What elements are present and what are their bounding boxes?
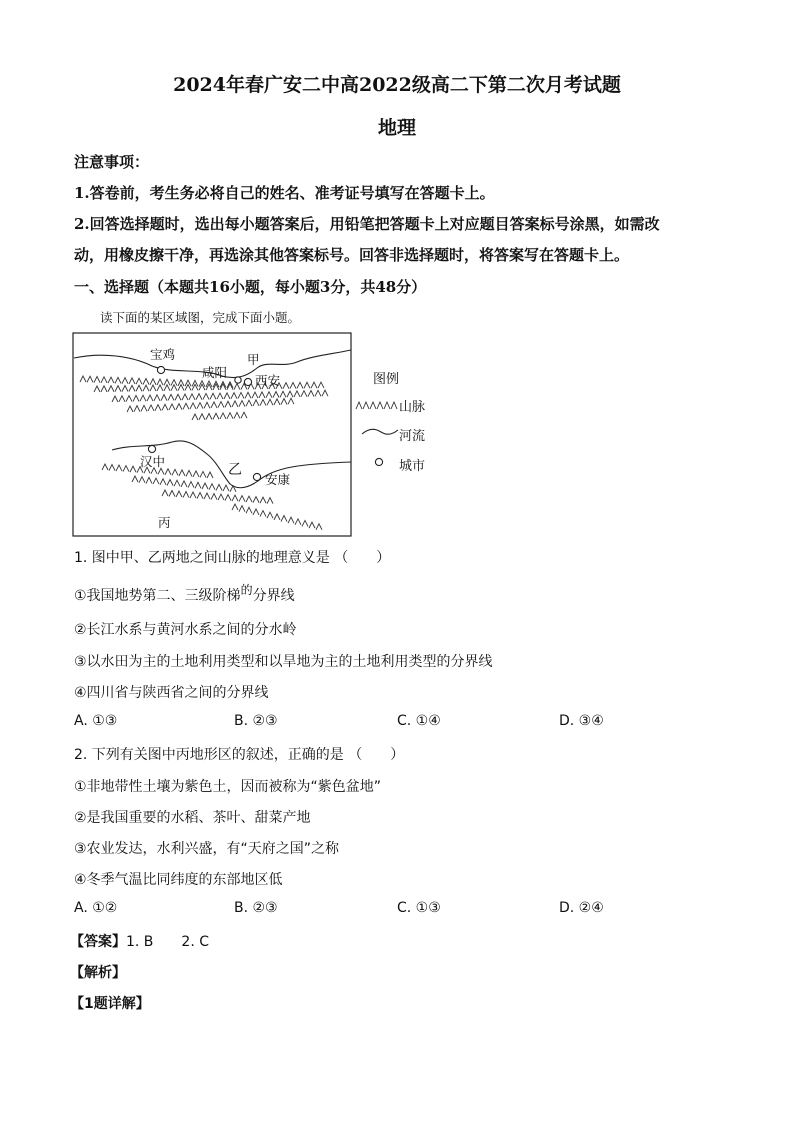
note-item-1: 1.答卷前，考生务必将自己的姓名、准考证号填写在答题卡上。 — [74, 184, 495, 202]
subject-title: 地理 — [377, 117, 416, 139]
label-xianyang: 咸阳 — [202, 365, 228, 380]
section-title: 一、选择题（本题共16小题，每小题3分，共48分） — [74, 278, 427, 296]
city-ankang — [253, 473, 260, 480]
answer-text: 1. B 2. C — [126, 934, 209, 950]
label-hanzhong: 汉中 — [140, 454, 166, 469]
question-2-stem: 2. 下列有关图中丙地形区的叙述，正确的是 （ ） — [74, 747, 405, 763]
question-2-statement-3: ③农业发达，水利兴盛，有“天府之国”之称 — [74, 841, 340, 857]
question-1-stem: 1. 图中甲、乙两地之间山脉的地理意义是 （ ） — [74, 550, 391, 566]
label-baoji: 宝鸡 — [150, 347, 176, 362]
question-2-statement-1: ①非地带性土壤为紫色土，因而被称为“紫色盆地” — [74, 779, 382, 795]
q1-s1-tail: 分界线 — [252, 588, 295, 604]
question-2-option-b[interactable]: B. ②③ — [234, 900, 278, 916]
question-1-statement-4: ④四川省与陕西省之间的分界线 — [74, 685, 269, 701]
label-ankang: 安康 — [265, 472, 291, 487]
legend-city-icon — [373, 456, 385, 468]
answer-tag: 【答案】 — [70, 934, 126, 950]
label-yi: 乙 — [228, 462, 242, 478]
question-2-statement-4: ④冬季气温比同纬度的东部地区低 — [74, 872, 283, 888]
question-2-statement-2: ②是我国重要的水稻、茶叶、甜菜产地 — [74, 810, 311, 826]
city-hanzhong — [148, 445, 155, 452]
legend-title: 图例 — [373, 372, 400, 387]
notes-heading: 注意事项： — [74, 153, 150, 171]
question-1-option-a[interactable]: A. ①③ — [74, 713, 118, 729]
label-xian: 西安 — [255, 373, 281, 388]
label-bing: 丙 — [158, 515, 171, 530]
city-xian — [244, 378, 251, 385]
q1-s1-text: ①我国地势第二、三级阶梯 — [74, 588, 241, 604]
section-intro: 读下面的某区域图，完成下面小题。 — [100, 310, 301, 325]
note-item-3: 动，用橡皮擦干净，再选涂其他答案标号。回答非选择题时，将答案写在答题卡上。 — [74, 246, 630, 264]
exam-title: 2024年春广安二中高2022级高二下第二次月考试题 — [173, 74, 621, 96]
question-1-statement-3: ③以水田为主的土地利用类型和以旱地为主的土地利用类型的分界线 — [74, 654, 493, 670]
legend-mountain-icon — [355, 398, 399, 410]
question-1-statement-1 — [74, 585, 295, 605]
legend-city-label: 城市 — [399, 459, 426, 474]
label-jia: 甲 — [247, 352, 260, 367]
question-1-statement-2: ②长江水系与黄河水系之间的分水岭 — [74, 622, 297, 638]
q1-s1-sup: 的 — [240, 583, 253, 597]
question-1-option-d[interactable]: D. ③④ — [559, 713, 604, 729]
legend-river-label: 河流 — [399, 429, 426, 444]
question-1-option-b[interactable]: B. ②③ — [234, 713, 278, 729]
city-xianyang — [235, 377, 241, 383]
legend-river-icon — [361, 426, 399, 438]
detail-tag: 【1题详解】 — [70, 996, 150, 1012]
map-legend — [355, 360, 445, 480]
map-frame — [73, 333, 351, 536]
question-2-option-d[interactable]: D. ②④ — [559, 900, 604, 916]
question-2-option-a[interactable]: A. ①② — [74, 900, 118, 916]
analysis-tag: 【解析】 — [70, 965, 126, 981]
city-baoji — [157, 366, 164, 373]
question-1-option-c[interactable]: C. ①④ — [397, 713, 441, 729]
legend-mountain-label: 山脉 — [399, 400, 426, 415]
note-item-2: 2.回答选择题时，选出每小题答案后，用铅笔把答题卡上对应题目答案标号涂黑，如需改 — [74, 215, 660, 233]
question-2-option-c[interactable]: C. ①③ — [397, 900, 441, 916]
answer-line — [70, 931, 209, 951]
